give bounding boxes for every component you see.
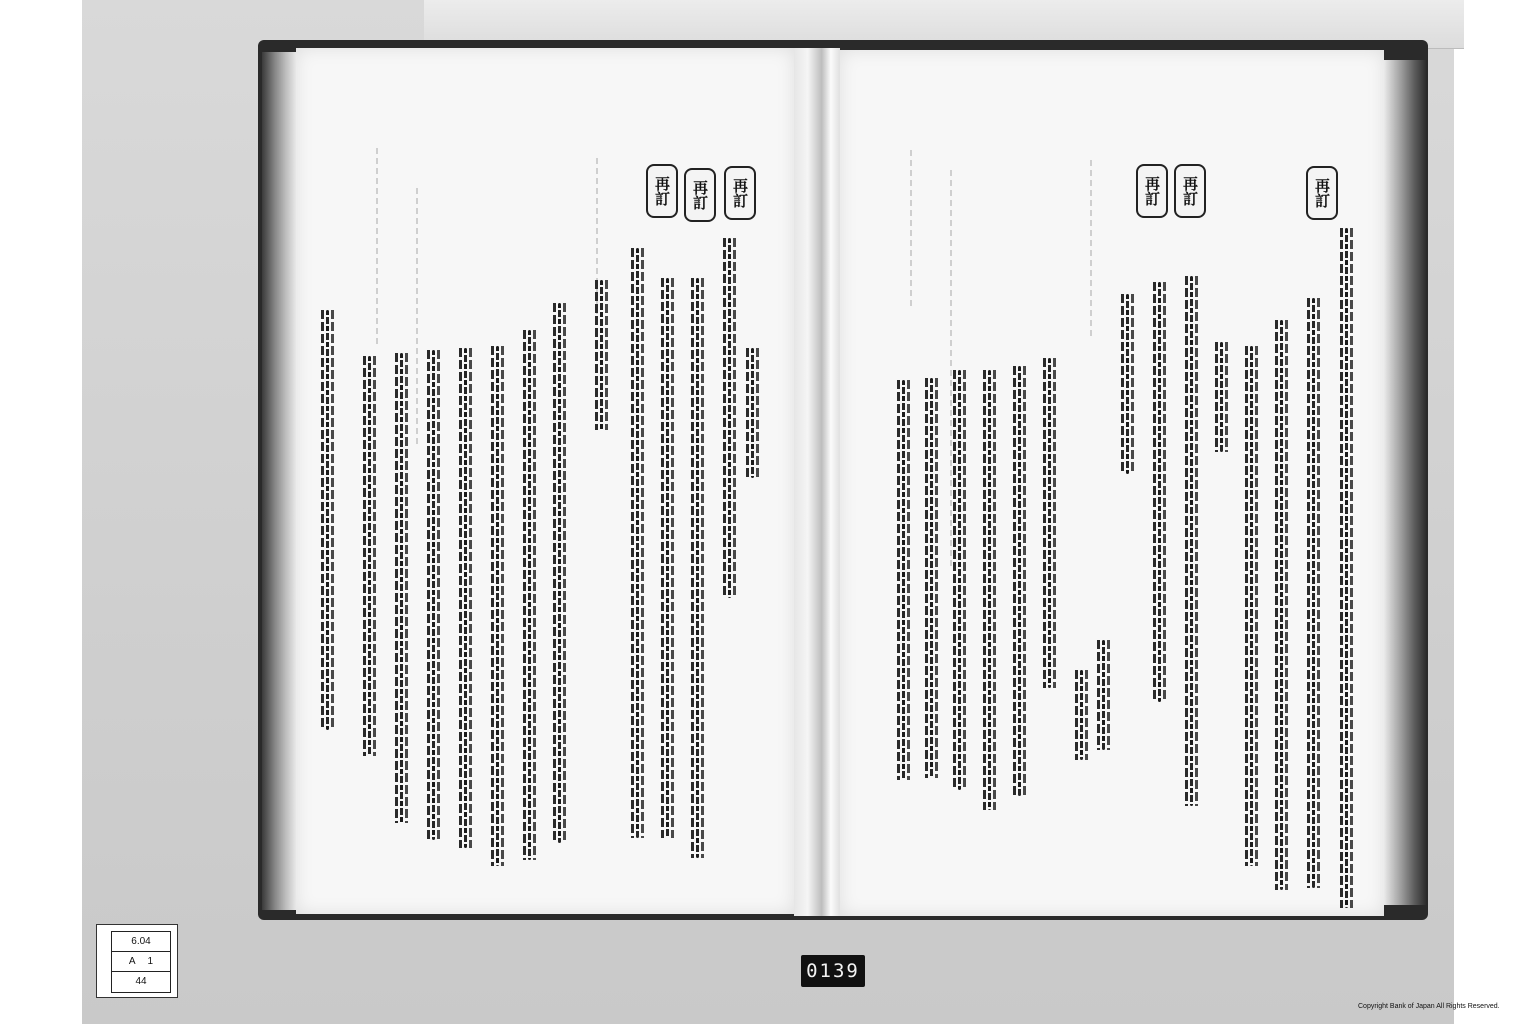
handwritten-column bbox=[636, 248, 639, 838]
handwritten-column bbox=[528, 330, 531, 860]
bleed-through bbox=[416, 188, 418, 448]
bleed-through bbox=[1090, 160, 1092, 340]
archive-label-value: 6.04 bbox=[131, 936, 151, 947]
handwritten-column bbox=[1126, 294, 1129, 474]
archive-label-row bbox=[112, 972, 170, 991]
archive-label-card bbox=[96, 924, 178, 998]
left-page bbox=[296, 48, 794, 914]
seal-stamp: 再訂 bbox=[1136, 164, 1168, 218]
handwritten-column bbox=[1018, 366, 1021, 796]
right-cover-edge bbox=[1382, 60, 1426, 905]
handwritten-column bbox=[1280, 320, 1283, 890]
handwritten-column bbox=[1220, 342, 1223, 452]
handwritten-column bbox=[368, 356, 371, 756]
handwritten-column bbox=[751, 348, 754, 478]
handwritten-column bbox=[696, 278, 699, 858]
handwritten-column bbox=[666, 278, 669, 838]
frame-counter: 0139 bbox=[801, 955, 865, 987]
archive-label-value: 1 bbox=[147, 956, 154, 967]
seal-stamp: 再訂 bbox=[1306, 166, 1338, 220]
seal-stamp: 再訂 bbox=[684, 168, 716, 222]
handwritten-column bbox=[1312, 298, 1315, 888]
handwritten-column bbox=[558, 303, 561, 843]
handwritten-column bbox=[464, 348, 467, 848]
handwritten-column bbox=[902, 380, 905, 780]
handwritten-column bbox=[496, 346, 499, 866]
bleed-through bbox=[950, 170, 952, 570]
book-gutter bbox=[794, 48, 840, 916]
handwritten-column bbox=[1345, 228, 1348, 908]
handwritten-column bbox=[1158, 282, 1161, 702]
handwritten-column bbox=[600, 280, 603, 430]
right-page bbox=[840, 50, 1384, 916]
seal-stamp: 再訂 bbox=[646, 164, 678, 218]
bleed-through bbox=[910, 150, 912, 310]
handwritten-column bbox=[1080, 670, 1083, 760]
handwritten-column bbox=[988, 370, 991, 810]
handwritten-column bbox=[1250, 346, 1253, 866]
archive-label-value: A bbox=[128, 956, 136, 967]
bleed-through bbox=[376, 148, 378, 348]
handwritten-column bbox=[432, 350, 435, 840]
handwritten-column bbox=[1190, 276, 1193, 806]
archive-label-value: 44 bbox=[135, 976, 147, 987]
left-cover-edge bbox=[262, 52, 296, 910]
handwritten-column bbox=[930, 378, 933, 778]
handwritten-column bbox=[400, 353, 403, 823]
handwritten-column bbox=[326, 310, 329, 730]
archive-label-grid bbox=[111, 931, 171, 993]
handwritten-column bbox=[1048, 358, 1051, 688]
seal-stamp: 再訂 bbox=[1174, 164, 1206, 218]
archive-label-row bbox=[112, 952, 170, 972]
handwritten-column bbox=[958, 370, 961, 790]
handwritten-column bbox=[1102, 640, 1105, 750]
seal-stamp: 再訂 bbox=[724, 166, 756, 220]
handwritten-column bbox=[728, 238, 731, 598]
archive-label-row bbox=[112, 932, 170, 952]
copyright-notice: Copyright Bank of Japan All Rights Reserved. bbox=[1358, 1003, 1500, 1010]
